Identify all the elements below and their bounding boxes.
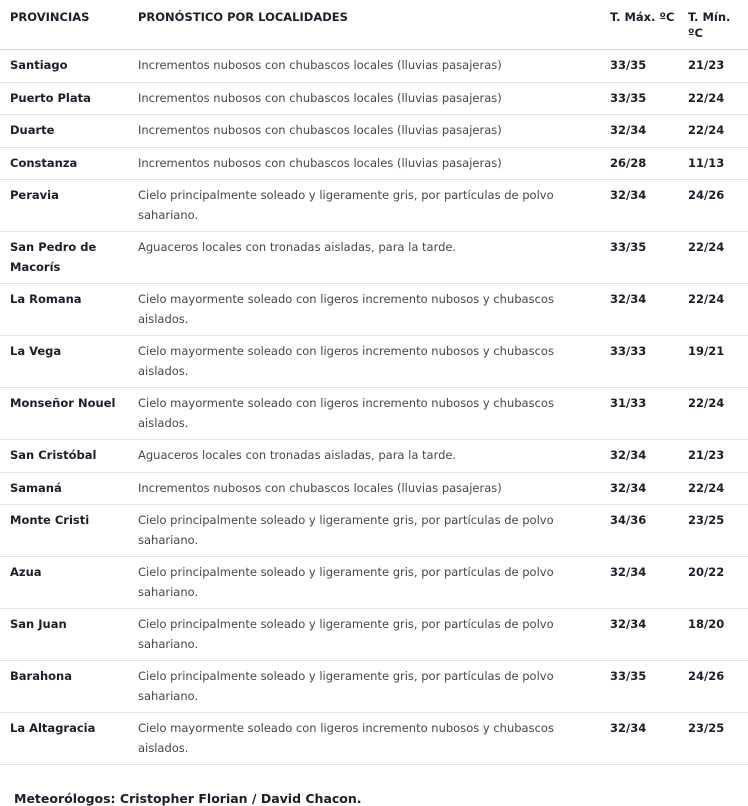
- forecast-cell: Aguaceros locales con tronadas aisladas, para la tarde.: [128, 232, 600, 284]
- tmax-cell: 31/33: [600, 388, 678, 440]
- table-row: [0, 661, 748, 713]
- tmin-cell: 24/26: [678, 661, 748, 713]
- forecast-cell: Cielo mayormente soleado con ligeros incremento nubosos y chubascos aislados.: [128, 336, 600, 388]
- tmax-cell: 32/34: [600, 713, 678, 765]
- table-row: [0, 472, 748, 505]
- table-row: [0, 232, 748, 284]
- header-province: PROVINCIAS: [0, 6, 128, 50]
- tmin-cell: 24/26: [678, 180, 748, 232]
- tmin-cell: 23/25: [678, 505, 748, 557]
- forecast-cell: Incrementos nubosos con chubascos locales (lluvias pasajeras): [128, 147, 600, 180]
- table-row: [0, 505, 748, 557]
- forecast-cell: Cielo mayormente soleado con ligeros incremento nubosos y chubascos aislados.: [128, 284, 600, 336]
- forecast-cell: Cielo mayormente soleado con ligeros incremento nubosos y chubascos aislados.: [128, 713, 600, 765]
- forecast-cell: Cielo principalmente soleado y ligeramente gris, por partículas de polvo sahariano.: [128, 180, 600, 232]
- forecast-cell: Cielo principalmente soleado y ligeramente gris, por partículas de polvo sahariano.: [128, 505, 600, 557]
- forecast-cell: Incrementos nubosos con chubascos locales (lluvias pasajeras): [128, 115, 600, 148]
- table-row: [0, 50, 748, 83]
- forecast-cell: Cielo principalmente soleado y ligeramente gris, por partículas de polvo sahariano.: [128, 609, 600, 661]
- table-row: [0, 147, 748, 180]
- table-row: [0, 336, 748, 388]
- tmax-cell: 32/34: [600, 472, 678, 505]
- province-cell: Barahona: [0, 661, 128, 713]
- table-row: [0, 557, 748, 609]
- tmin-cell: 23/25: [678, 713, 748, 765]
- province-cell: Constanza: [0, 147, 128, 180]
- tmax-cell: 32/34: [600, 180, 678, 232]
- forecast-cell: Incrementos nubosos con chubascos locales (lluvias pasajeras): [128, 50, 600, 83]
- tmin-cell: 19/21: [678, 336, 748, 388]
- forecast-table: [0, 6, 748, 765]
- tmin-cell: 22/24: [678, 115, 748, 148]
- tmin-cell: 22/24: [678, 284, 748, 336]
- table-row: [0, 115, 748, 148]
- tmin-cell: 21/23: [678, 50, 748, 83]
- province-cell: San Juan: [0, 609, 128, 661]
- header-tmin: T. Mín. ºC: [678, 6, 748, 50]
- tmax-cell: 26/28: [600, 147, 678, 180]
- tmax-cell: 34/36: [600, 505, 678, 557]
- header-forecast: PRONÓSTICO POR LOCALIDADES: [128, 6, 600, 50]
- province-cell: La Vega: [0, 336, 128, 388]
- forecast-cell: Cielo mayormente soleado con ligeros incremento nubosos y chubascos aislados.: [128, 388, 600, 440]
- table-row: [0, 609, 748, 661]
- tmax-cell: 32/34: [600, 440, 678, 473]
- tmax-cell: 33/35: [600, 82, 678, 115]
- tmin-cell: 22/24: [678, 472, 748, 505]
- forecast-cell: Incrementos nubosos con chubascos locales (lluvias pasajeras): [128, 472, 600, 505]
- header-tmax: T. Máx. ºC: [600, 6, 678, 50]
- province-cell: San Pedro de Macorís: [0, 232, 128, 284]
- tmax-cell: 32/34: [600, 284, 678, 336]
- forecast-cell: Cielo principalmente soleado y ligeramente gris, por partículas de polvo sahariano.: [128, 661, 600, 713]
- province-cell: Samaná: [0, 472, 128, 505]
- table-row: [0, 440, 748, 473]
- table-row: [0, 82, 748, 115]
- tmin-cell: 22/24: [678, 82, 748, 115]
- forecast-cell: Cielo principalmente soleado y ligeramente gris, por partículas de polvo sahariano.: [128, 557, 600, 609]
- tmax-cell: 33/35: [600, 50, 678, 83]
- province-cell: Duarte: [0, 115, 128, 148]
- province-cell: Monte Cristi: [0, 505, 128, 557]
- province-cell: Puerto Plata: [0, 82, 128, 115]
- tmin-cell: 22/24: [678, 232, 748, 284]
- province-cell: Monseñor Nouel: [0, 388, 128, 440]
- province-cell: Peravia: [0, 180, 128, 232]
- province-cell: Santiago: [0, 50, 128, 83]
- tmin-cell: 22/24: [678, 388, 748, 440]
- tmax-cell: 33/35: [600, 661, 678, 713]
- table-row: [0, 180, 748, 232]
- table-row: [0, 284, 748, 336]
- province-cell: Azua: [0, 557, 128, 609]
- meteorologists-credit: Meteorólogos: Cristopher Florian / David Chacon.: [14, 791, 362, 806]
- table-header-row: [0, 6, 748, 50]
- tmax-cell: 33/33: [600, 336, 678, 388]
- province-cell: La Romana: [0, 284, 128, 336]
- table-row: [0, 388, 748, 440]
- tmax-cell: 32/34: [600, 609, 678, 661]
- table-row: [0, 713, 748, 765]
- province-cell: San Cristóbal: [0, 440, 128, 473]
- province-cell: La Altagracia: [0, 713, 128, 765]
- tmax-cell: 32/34: [600, 115, 678, 148]
- tmin-cell: 18/20: [678, 609, 748, 661]
- tmax-cell: 32/34: [600, 557, 678, 609]
- forecast-cell: Incrementos nubosos con chubascos locales (lluvias pasajeras): [128, 82, 600, 115]
- tmin-cell: 11/13: [678, 147, 748, 180]
- forecast-cell: Aguaceros locales con tronadas aisladas, para la tarde.: [128, 440, 600, 473]
- tmin-cell: 20/22: [678, 557, 748, 609]
- tmin-cell: 21/23: [678, 440, 748, 473]
- tmax-cell: 33/35: [600, 232, 678, 284]
